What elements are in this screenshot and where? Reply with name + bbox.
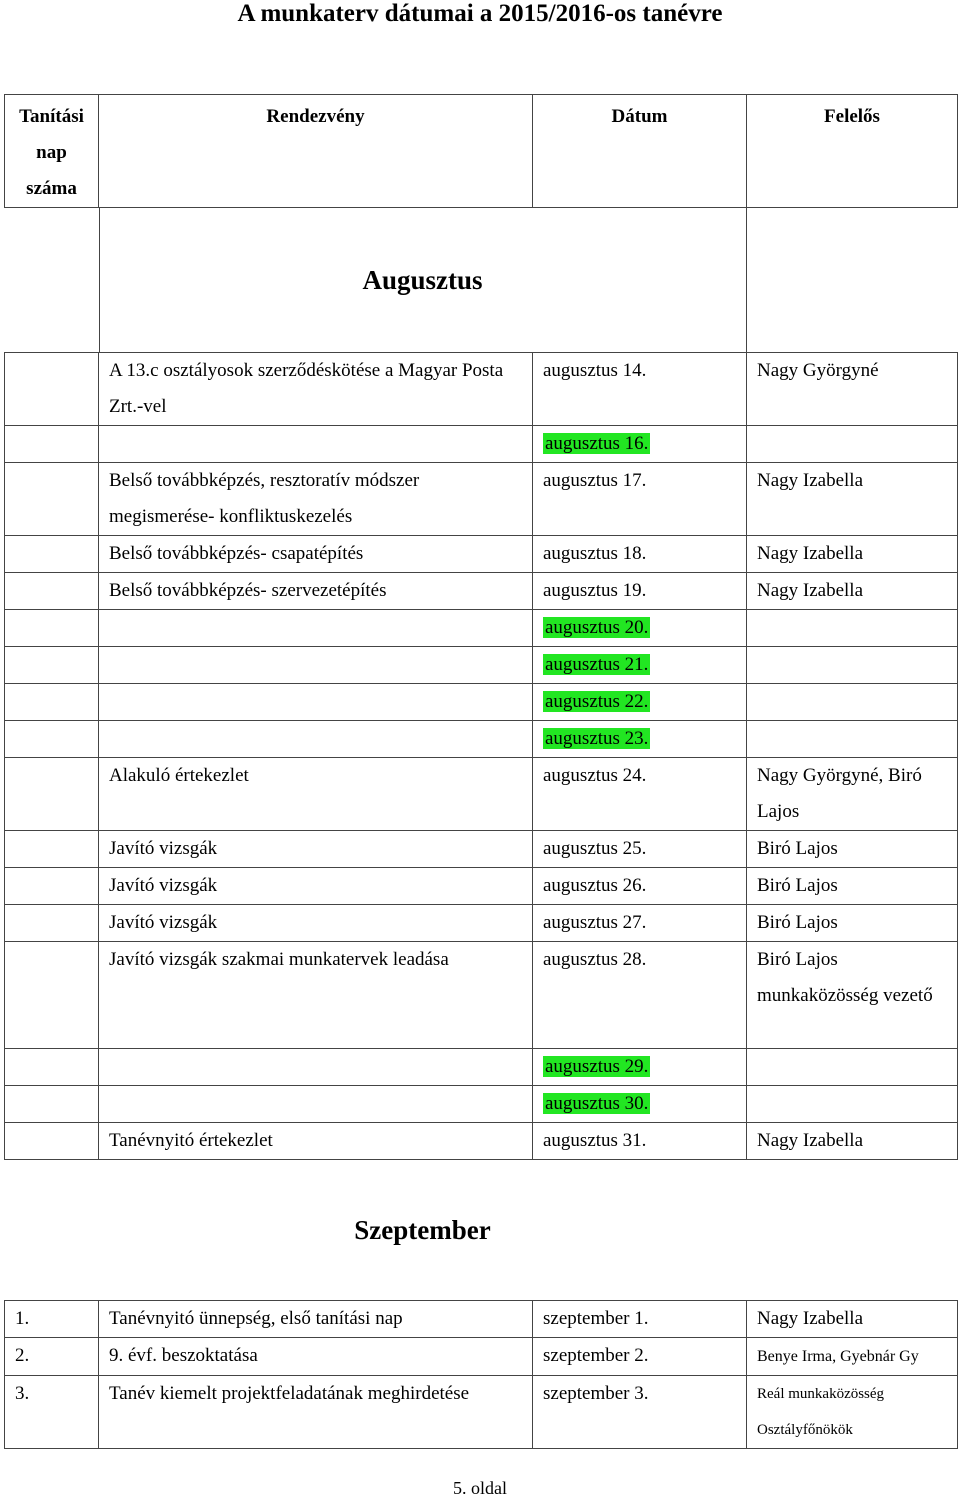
date-cell	[533, 426, 747, 463]
day-number-cell	[5, 684, 99, 721]
date-text: augusztus 25.	[543, 838, 647, 859]
event-cell	[99, 573, 533, 610]
date-text: augusztus 28.	[543, 949, 647, 970]
event-cell	[99, 831, 533, 868]
day-number-cell	[5, 573, 99, 610]
responsible-cell	[747, 721, 958, 758]
responsible-cell	[747, 536, 958, 573]
day-number-text: 2.	[15, 1345, 30, 1366]
date-cell	[533, 1086, 747, 1123]
event-cell	[99, 647, 533, 684]
responsible-cell	[747, 463, 958, 536]
date-text: augusztus 29.	[545, 1056, 649, 1077]
event-cell	[99, 721, 533, 758]
table-row	[5, 831, 958, 868]
day-number-cell	[5, 1123, 99, 1160]
date-cell	[533, 831, 747, 868]
table-row	[5, 1301, 958, 1338]
responsible-cell	[747, 1086, 958, 1123]
responsible-cell	[747, 426, 958, 463]
day-number-cell	[5, 942, 99, 1049]
date-cell	[533, 758, 747, 831]
day-number-cell	[5, 1376, 99, 1449]
date-cell	[533, 353, 747, 426]
day-number-cell	[5, 831, 99, 868]
event-cell	[99, 758, 533, 831]
event-cell	[99, 1123, 533, 1160]
month-row-august	[5, 208, 958, 353]
table-row	[5, 721, 958, 758]
day-number-cell	[5, 1301, 99, 1338]
event-cell	[99, 610, 533, 647]
date-text: augusztus 18.	[543, 543, 647, 564]
responsible-cell	[747, 1338, 958, 1376]
schedule-table	[4, 94, 958, 1449]
table-row	[5, 758, 958, 831]
event-text: Javító vizsgák	[109, 838, 218, 859]
event-cell	[99, 1049, 533, 1086]
date-cell	[533, 536, 747, 573]
date-cell	[533, 573, 747, 610]
responsible-cell	[747, 353, 958, 426]
table-row	[5, 610, 958, 647]
responsible-text: Nagy Izabella	[757, 1130, 864, 1151]
table-row	[5, 942, 958, 1049]
september-rows	[5, 1301, 958, 1449]
event-text: Javító vizsgák	[109, 875, 218, 896]
event-cell	[99, 426, 533, 463]
date-text: augusztus 20.	[545, 617, 649, 638]
date-text: augusztus 22.	[545, 691, 649, 712]
responsible-text: Biró Lajos	[757, 875, 838, 896]
day-number-cell	[5, 610, 99, 647]
table-row	[5, 684, 958, 721]
event-text: Belső továbbképzés, resztoratív módszer megismerése- konfliktuskezelés	[109, 470, 420, 527]
responsible-text: Biró Lajos	[757, 838, 838, 859]
responsible-cell	[747, 905, 958, 942]
event-text: Belső továbbképzés- szervezetépítés	[109, 580, 387, 601]
date-cell	[533, 1338, 747, 1376]
event-text: Alakuló értekezlet	[109, 765, 249, 786]
date-cell	[533, 942, 747, 1049]
day-number-cell	[5, 1049, 99, 1086]
event-cell	[99, 905, 533, 942]
table-row	[5, 1338, 958, 1376]
date-text: augusztus 19.	[543, 580, 647, 601]
event-text: 9. évf. beszoktatása	[109, 1345, 258, 1366]
month-heading-september: Szeptember	[354, 1215, 491, 1245]
responsible-text-line2: Osztályfőnökök	[757, 1422, 853, 1438]
day-number-cell	[5, 353, 99, 426]
table-row	[5, 1123, 958, 1160]
table-row	[5, 463, 958, 536]
responsible-text: Nagy Györgyné, Biró Lajos	[757, 765, 922, 822]
page-number: 5. oldal	[453, 1478, 507, 1498]
date-text: szeptember 1.	[543, 1308, 649, 1329]
date-text: augusztus 17.	[543, 470, 647, 491]
event-text: Javító vizsgák szakmai munkatervek leadása	[109, 949, 449, 970]
day-number-cell	[5, 868, 99, 905]
event-cell	[99, 1301, 533, 1338]
event-text: Tanév kiemelt projektfeladatának meghirdetése	[109, 1383, 470, 1404]
day-number-cell	[5, 426, 99, 463]
month-heading-august: Augusztus	[362, 265, 483, 295]
date-cell	[533, 463, 747, 536]
date-text: augusztus 30.	[545, 1093, 649, 1114]
event-text: Javító vizsgák	[109, 912, 218, 933]
responsible-cell	[747, 1301, 958, 1338]
table-row	[5, 1049, 958, 1086]
responsible-cell	[747, 942, 958, 1049]
date-cell	[533, 610, 747, 647]
table-row	[5, 353, 958, 426]
table-row	[5, 573, 958, 610]
event-cell	[99, 353, 533, 426]
responsible-cell	[747, 1376, 958, 1449]
event-cell	[99, 942, 533, 1049]
header-event: Rendezvény	[266, 106, 365, 127]
responsible-cell	[747, 758, 958, 831]
header-date: Dátum	[611, 106, 668, 127]
document-title: A munkaterv dátumai a 2015/2016-os tanévre	[237, 0, 723, 27]
event-text: Tanévnyitó értekezlet	[109, 1130, 273, 1151]
responsible-text: Biró Lajos	[757, 912, 838, 933]
day-number-cell	[5, 536, 99, 573]
header-responsible: Felelős	[824, 106, 880, 127]
day-number-cell	[5, 758, 99, 831]
event-cell	[99, 1376, 533, 1449]
event-cell	[99, 463, 533, 536]
event-text: Belső továbbképzés- csapatépítés	[109, 543, 364, 564]
date-cell	[533, 684, 747, 721]
header-day-number: Tanítási nap száma	[19, 106, 84, 199]
date-text: augusztus 27.	[543, 912, 647, 933]
responsible-text: Nagy Izabella	[757, 1308, 864, 1329]
date-cell	[533, 1123, 747, 1160]
date-text: augusztus 24.	[543, 765, 647, 786]
date-cell	[533, 647, 747, 684]
date-cell	[533, 905, 747, 942]
event-cell	[99, 1086, 533, 1123]
day-number-cell	[5, 1338, 99, 1376]
date-text: augusztus 23.	[545, 728, 649, 749]
august-rows	[5, 353, 958, 1160]
table-row	[5, 1086, 958, 1123]
table-row	[5, 426, 958, 463]
responsible-cell	[747, 573, 958, 610]
responsible-cell	[747, 684, 958, 721]
table-row	[5, 647, 958, 684]
responsible-text: Nagy Györgyné	[757, 360, 879, 381]
event-cell	[99, 1338, 533, 1376]
date-cell	[533, 1376, 747, 1449]
date-text: augusztus 16.	[545, 433, 649, 454]
responsible-text: Benye Irma, Gyebnár Gy	[757, 1348, 919, 1365]
event-cell	[99, 868, 533, 905]
date-text: augusztus 21.	[545, 654, 649, 675]
responsible-text: Nagy Izabella	[757, 470, 864, 491]
responsible-cell	[747, 647, 958, 684]
table-row	[5, 1376, 958, 1449]
event-cell	[99, 536, 533, 573]
responsible-cell	[747, 831, 958, 868]
day-number-cell	[5, 647, 99, 684]
date-cell	[533, 1049, 747, 1086]
date-text: szeptember 2.	[543, 1345, 649, 1366]
table-row	[5, 905, 958, 942]
event-cell	[99, 684, 533, 721]
day-number-text: 1.	[15, 1308, 30, 1329]
responsible-cell	[747, 1049, 958, 1086]
table-row	[5, 536, 958, 573]
responsible-text-line1: Reál munkaközösség	[757, 1386, 885, 1402]
day-number-text: 3.	[15, 1383, 30, 1404]
responsible-text: Nagy Izabella	[757, 580, 864, 601]
date-text: augusztus 31.	[543, 1130, 647, 1151]
responsible-text: Nagy Izabella	[757, 543, 864, 564]
date-cell	[533, 868, 747, 905]
event-text: Tanévnyitó ünnepség, első tanítási nap	[109, 1308, 403, 1329]
responsible-cell	[747, 610, 958, 647]
responsible-text: Biró Lajos munkaközösség vezető	[757, 949, 933, 1006]
day-number-cell	[5, 721, 99, 758]
month-row-september	[5, 1160, 958, 1301]
responsible-cell	[747, 1123, 958, 1160]
event-text: A 13.c osztályosok szerződéskötése a Magyar Posta Zrt.-vel	[109, 360, 504, 417]
day-number-cell	[5, 463, 99, 536]
day-number-cell	[5, 905, 99, 942]
date-cell	[533, 1301, 747, 1338]
responsible-cell	[747, 868, 958, 905]
table-header-row	[5, 95, 958, 208]
date-text: augusztus 26.	[543, 875, 647, 896]
date-text: augusztus 14.	[543, 360, 647, 381]
table-row	[5, 868, 958, 905]
date-text: szeptember 3.	[543, 1383, 649, 1404]
date-cell	[533, 721, 747, 758]
day-number-cell	[5, 1086, 99, 1123]
